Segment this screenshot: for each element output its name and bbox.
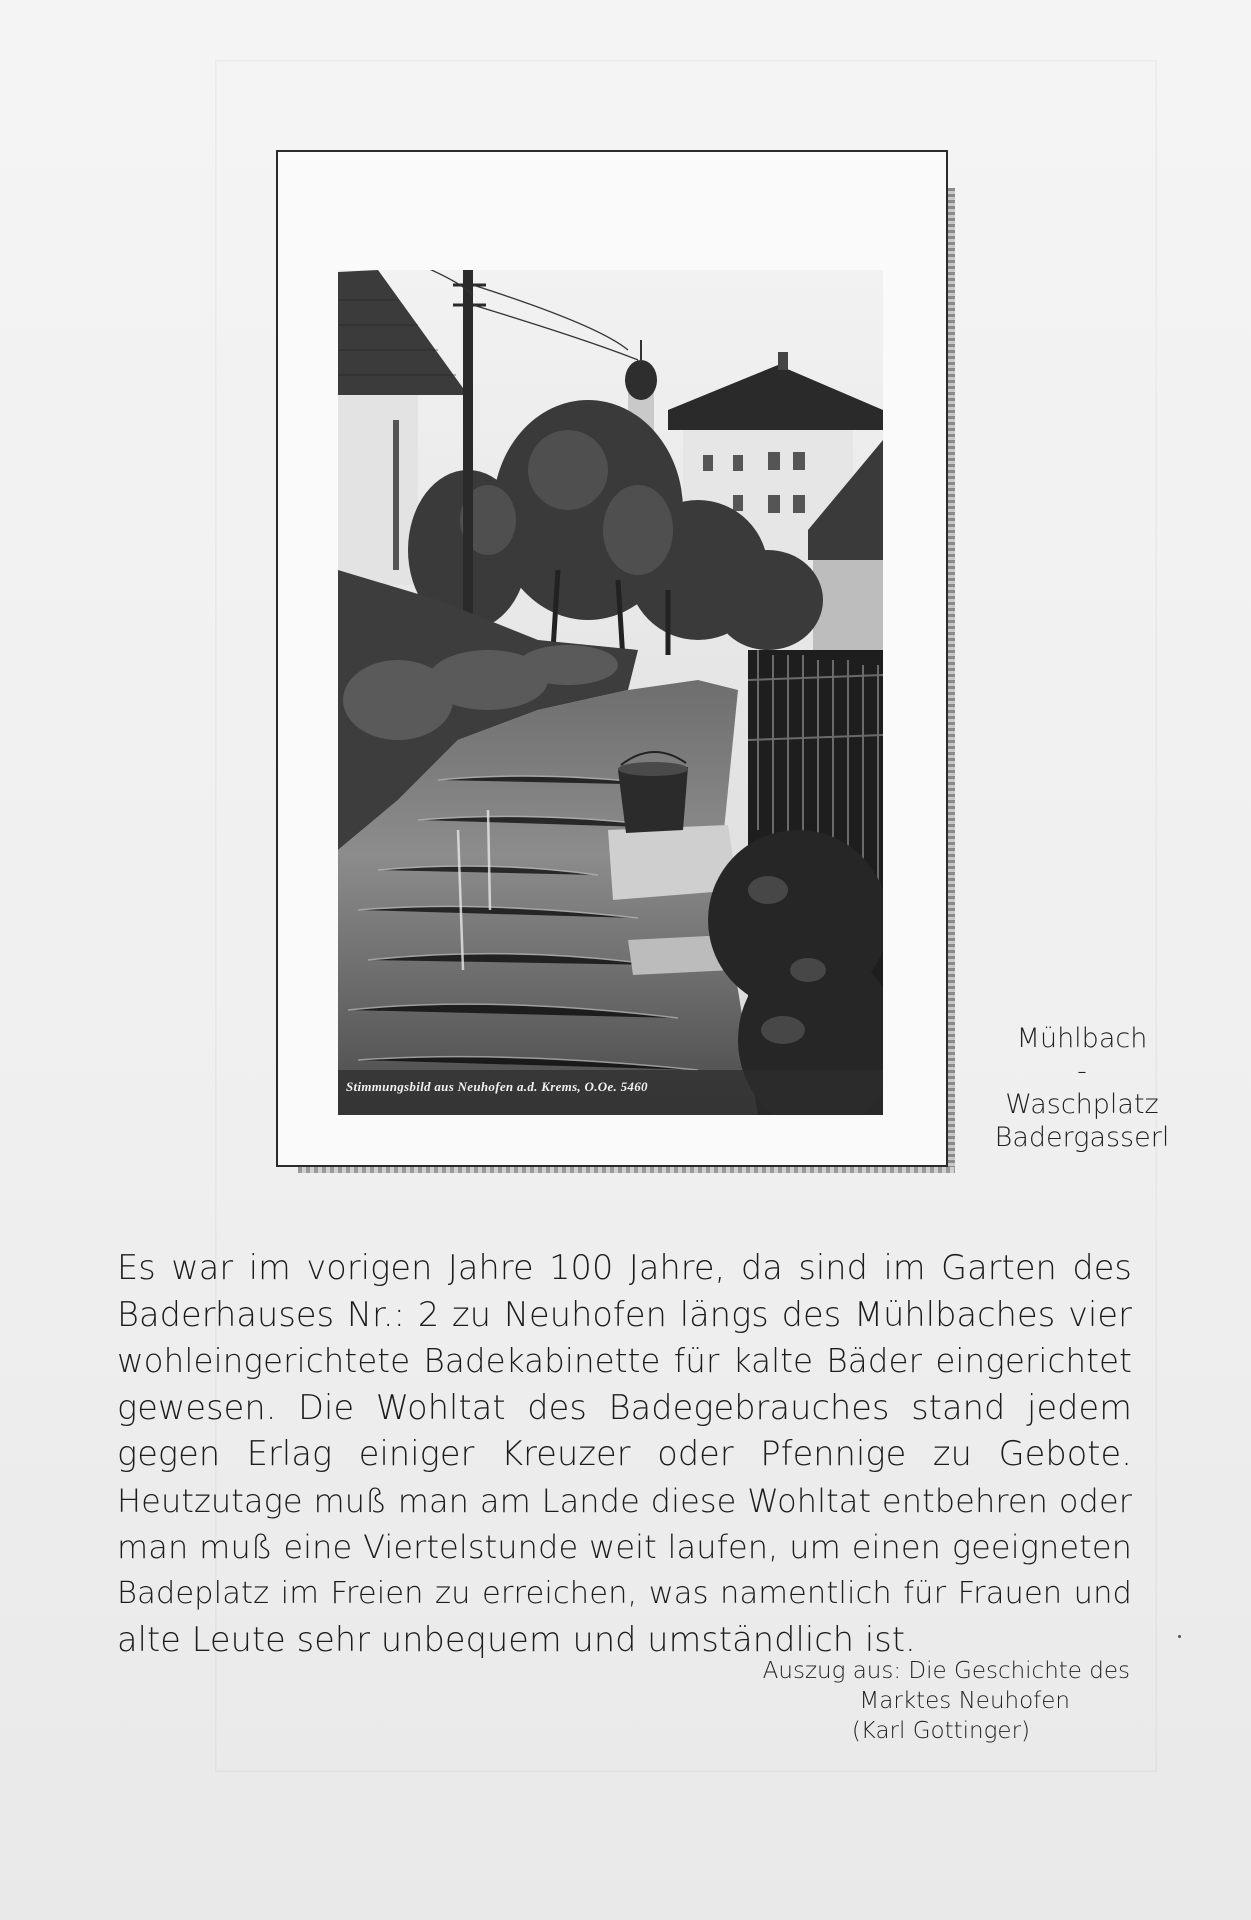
body-line: man muß eine Viertelstunde weit laufen, um einen geeigneten <box>117 1528 1132 1566</box>
utility-pole <box>463 270 473 660</box>
body-line: Heutzutage muß man am Lande diese Wohltat entbehren oder <box>117 1481 1132 1520</box>
dust-speck <box>1178 1635 1181 1638</box>
side-caption-line-4: Badergasserl <box>994 1122 1170 1153</box>
wash-bucket <box>618 767 688 833</box>
postcard-caption: Stimmungsbild aus Neuhofen a.d. Krems, O.Oe. 5460 <box>346 1079 648 1094</box>
body-line: Es war im vorigen Jahre 100 Jahre, da sind im Garten des <box>117 1248 1132 1287</box>
source-line-1: Auszug aus: Die Geschichte des <box>762 1658 1130 1684</box>
left-house-wall <box>338 395 418 585</box>
historic-postcard-photo <box>338 270 883 1115</box>
side-caption-line-3: Waschplatz <box>1005 1089 1159 1120</box>
body-line: gegen Erlag einiger Kreuzer oder Pfennige zu Gebote. <box>117 1434 1132 1473</box>
body-line: alte Leute sehr unbequem und umständlich ist. <box>117 1620 916 1659</box>
body-line: Badeplatz im Freien zu erreichen, was namentlich für Frauen und <box>117 1575 1132 1611</box>
frame-shadow <box>948 188 955 1173</box>
body-paragraph <box>117 1245 1132 1664</box>
body-line: gewesen. Die Wohltat des Badegebrauches stand jedem <box>117 1387 1132 1427</box>
body-line: wohleingerichtete Badekabinette für kalte Bäder eingerichtet <box>117 1342 1132 1380</box>
photo-side-caption <box>982 1022 1182 1154</box>
source-line-2: Marktes Neuhofen <box>859 1688 1070 1714</box>
source-citation <box>700 1656 1130 1746</box>
side-caption-line-2: - <box>1077 1056 1087 1087</box>
photo-illustration <box>338 270 883 1115</box>
frame-shadow-bottom <box>298 1167 955 1173</box>
body-line: Baderhauses Nr.: 2 zu Neuhofen längs des Mühlbaches vier <box>117 1294 1132 1334</box>
side-caption-line-1: Mühlbach <box>1016 1023 1148 1054</box>
source-line-3: (Karl Gottinger) <box>851 1718 1030 1744</box>
